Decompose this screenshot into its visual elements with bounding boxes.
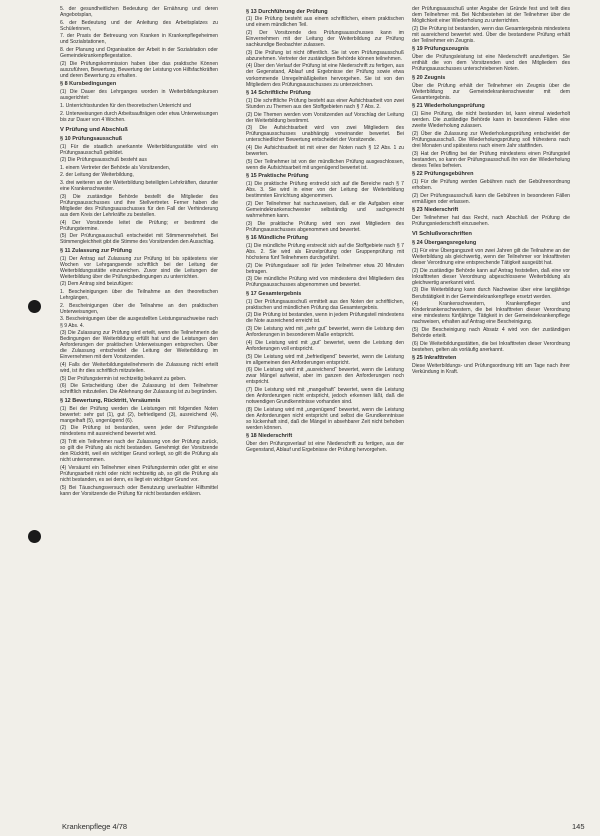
paragraph: Über die Prüfungsleistung ist eine Niederschrift anzufertigen. Sie enthält die von dem Vorsitzenden und den Mitgliedern des Prüfungsausschusses unterschriebenen Noten.: [412, 54, 570, 73]
paragraph: (5) Der Teilnehmer ist von der mündlichen Prüfung ausgeschlossen, wenn die Aufsichtsarbeit mit ungenügend bewertet ist.: [246, 158, 404, 171]
section-heading: § 8 Kursbedingungen: [60, 81, 117, 88]
section-heading: § 24 Übergangsregelung: [412, 240, 477, 247]
paragraph: 2. Bescheinigungen über die Teilnahme an den praktischen Unterweisungen,: [60, 302, 218, 315]
paragraph: (5) Die Bescheinigung nach Absatz 4 wird von der zuständigen Behörde erteilt.: [412, 326, 570, 339]
paragraph: (3) Hat der Prüfling bei der Prüfung mindestens einen Prüfungsteil bestanden, so kann der Prüfungsausschuß ihn von der Wiederholung dieses Teiles befreien.: [412, 150, 570, 169]
paragraph: (6) Die Entscheidung über die Zulassung ist dem Teilnehmer schriftlich mitzuteilen. Die Ablehnung der Zulassung ist zu begründen.: [60, 383, 218, 396]
paragraph: (4) Die Aufsichtsarbeit ist mit einer der Noten nach § 12 Abs. 1 zu bewerten.: [246, 145, 404, 158]
paragraph: 2. der Leitung der Weiterbildung,: [60, 172, 134, 179]
section-heading: § 19 Prüfungszeugnis: [412, 46, 469, 53]
paragraph: (6) Die Leistung wird mit „ausreichend“ bewertet, wenn die Leistung zwar Mängel aufweist, aber im ganzen den Anforderungen noch entspricht.: [246, 367, 404, 386]
section-heading: § 23 Niederschrift: [412, 207, 459, 214]
paragraph: 3. Bescheinigungen über die ausgestellten Leistungsnachweise nach § 9 Abs. 4.: [60, 316, 218, 329]
paragraph: der Prüfungsausschuß unter Angabe der Gründe fest und teilt dies dem Teilnehmer mit. Bei Nichtbestehen ist der Teilnehmer über die Möglichkeit einer Wiederholung zu unterrichten.: [412, 6, 570, 25]
section-heading: § 12 Bewertung, Rücktritt, Versäumnis: [60, 397, 161, 404]
paragraph: 3. drei weiteren an der Weiterbildung beteiligten Lehrkräften, darunter eine Krankenschwester.: [60, 180, 218, 193]
paragraph: (8) Die Leistung wird mit „ungenügend“ bewertet, wenn die Leistung den Anforderungen nicht entspricht und selbst die Grundkenntnisse so lückenhaft sind, daß die Mängel in absehbarer Zeit nicht behoben werden können.: [246, 406, 404, 431]
paragraph: (6) Die Weiterbildungsstätten, die bei Inkrafttreten dieser Verordnung bestehen, gelten als vorläufig anerkannt.: [412, 340, 570, 353]
paragraph: (2) Der Prüfungsausschuß kann die Gebühren in besonderen Fällen ermäßigen oder erlassen.: [412, 192, 570, 205]
paragraph: (2) Die Themen werden vom Vorsitzenden auf Vorschlag der Leitung der Weiterbildung bestimmt.: [246, 111, 404, 124]
paragraph: (1) Für die Prüfung werden Gebühren nach der Gebührenordnung erhoben.: [412, 178, 570, 191]
paragraph: (3) Die mündliche Prüfung wird von mindestens drei Mitgliedern des Prüfungsausschusses abgenommen und bewertet.: [246, 276, 404, 289]
paragraph: Über die Prüfung erhält der Teilnehmer ein Zeugnis über die Weiterbildung zur Gemeindekrankenschwester mit dem Gesamtergebnis.: [412, 82, 570, 101]
footer-journal-issue: Krankenpflege 4/78: [62, 822, 128, 831]
paragraph: (1) Bei der Prüfung werden die Leistungen mit folgenden Noten bewertet: sehr gut (1), gut (2), befriedigend (3), ausreichend (4), mangelhaft (5), ungenügend (6).: [60, 405, 218, 424]
paragraph: (2) Der Vorsitzende des Prüfungsausschusses kann im Einvernehmen mit der Leitung der Weiterbildung zur Prüfung sachkundige Beobachter zulassen.: [246, 29, 404, 49]
paragraph: (3) Die zuständige Behörde bestellt die Mitglieder des Prüfungsausschusses und ihre Stellvertreter. Ferner haben die Mitglieder des Prüfungsausschusses für den Fall der Verhinderung aus dem Kreis der Lehrkräfte zu bestellen.: [60, 193, 218, 218]
paragraph: (2) Die Prüfungsdauer soll für jeden Teilnehmer etwa 20 Minuten betragen.: [246, 262, 404, 275]
paragraph: 8. der Planung und Organisation der Arbeit in der Sozialstation oder Gemeindekrankenpflegestation.: [60, 47, 218, 60]
paragraph: (1) Der Prüfungsausschuß ermittelt aus den Noten der schriftlichen, praktischen und mündlichen Prüfung das Gesamtergebnis.: [246, 298, 404, 311]
paragraph: (3) Die praktische Prüfung wird von zwei Mitgliedern des Prüfungsausschusses abgenommen und bewertet.: [246, 220, 404, 233]
paragraph: (2) Die Prüfungskommission haben über das praktische Können auszuführen, Bewertung, Bewertung der Leistung von Hilfsfachkräften und deren Bewertung zu erhalten.: [60, 60, 218, 79]
paragraph: (2) Die Prüfung ist bestanden, wenn in jedem Prüfungsteil mindestens die Note ausreichend erreicht ist.: [246, 312, 404, 325]
section-heading: § 13 Durchführung der Prüfung: [246, 8, 328, 15]
paragraph: (4) Falls der Weiterbildungsteilnehmerin die Zulassung nicht erteilt wird, ist ihr dies schriftlich mitzuteilen.: [60, 361, 218, 375]
paragraph: (1) Die Prüfung besteht aus einem schriftlichen, einem praktischen und einem mündlichen Teil.: [246, 16, 404, 29]
paragraph: (3) Die Leistung wird mit „sehr gut“ bewertet, wenn die Leistung den Anforderungen in besonderem Maße entspricht.: [246, 326, 404, 339]
section-heading: § 22 Prüfungsgebühren: [412, 171, 474, 178]
paragraph: Der Teilnehmer hat das Recht, nach Abschluß der Prüfung die Prüfungsniederschrift einzusehen.: [412, 215, 570, 228]
paragraph: (1) Eine Prüfung, die nicht bestanden ist, kann einmal wiederholt werden. Die zuständige Behörde kann in besonderen Fällen eine zweite Wiederholung zulassen.: [412, 111, 570, 130]
paragraph: (2) Die Prüfungsausschuß besteht aus: [60, 157, 147, 164]
section-heading: § 17 Gesamtergebnis: [246, 290, 302, 297]
paragraph: (4) Der Vorsitzende leitet die Prüfung; er bestimmt die Prüfungstermine.: [60, 219, 218, 232]
paragraph: (1) Die schriftliche Prüfung besteht aus einer Aufsichtsarbeit von zwei Stunden zu Themen aus den Stoffgebieten nach § 7 Abs. 2.: [246, 97, 404, 110]
paragraph: (3) Tritt ein Teilnehmer nach der Zulassung von der Prüfung zurück, so gilt die Prüfung als nicht bestanden. Genehmigt der Vorsitzende den Rücktritt, weil ein wichtiger Grund vorliegt, so gilt die Prüfung als nicht unternommen.: [60, 439, 218, 464]
paragraph: (5) Die Leistung wird mit „befriedigend“ bewertet, wenn die Leistung im allgemeinen den Anforderungen entspricht.: [246, 353, 404, 366]
paragraph: (1) Der Antrag auf Zulassung zur Prüfung ist bis spätestens vier Wochen vor Lehrgangsende schriftlich bei der Leitung der Weiterbildungsstätte einzureichen. Zuvor sind die Leitungen der Weiterbildung über die Prüfungsbedingungen zu unterrichten.: [60, 255, 218, 280]
paragraph: (1) Für eine Übergangszeit von zwei Jahren gilt die Teilnahme an der Weiterbildung als gleichwertig, wenn der Teilnehmer vor Inkrafttreten dieser Verordnung eine entsprechende Tätigkeit ausgeübt hat.: [412, 248, 570, 267]
paragraph: (7) Die Leistung wird mit „mangelhaft“ bewertet, wenn die Leistung den Anforderungen nicht entspricht, jedoch erkennen läßt, daß die notwendigen Grundkenntnisse vorhanden sind.: [246, 386, 404, 406]
paragraph: (4) Über den Verlauf der Prüfung ist eine Niederschrift zu fertigen, aus der Gegenstand, Ablauf und Ergebnisse der Prüfung sowie etwa vorkommende Unregelmäßigkeiten hervorgehen. Sie ist von den Mitgliedern des Prüfungsausschusses zu unterzeichnen.: [246, 63, 404, 88]
text-column-middle: [246, 6, 404, 816]
paragraph: 1. Unterrichtsstunden für den theoretischen Unterricht und: [60, 102, 192, 109]
paragraph: 5. der gesundheitlichen Bedeutung der Ernährung und deren Angebotsplan,: [60, 6, 218, 19]
paragraph: (5) Bei Täuschungsversuch oder Benutzung unerlaubter Hilfsmittel kann der Vorsitzende die Prüfung für nicht bestanden erklären.: [60, 484, 218, 497]
paragraph: (4) Versäumt ein Teilnehmer einen Prüfungstermin oder gibt er eine Prüfungsarbeit nicht oder nicht rechtzeitig ab, so gilt die Prüfung als nicht bestanden, es sei denn, es liegt ein wichtiger Grund vor.: [60, 464, 218, 483]
section-heading: § 11 Zulassung zur Prüfung: [60, 247, 132, 254]
section-heading: § 20 Zeugnis: [412, 74, 446, 81]
paragraph: (3) Die Weiterbildung kann durch Nachweise über eine langjährige Berufstätigkeit in der Gemeindekrankenpflege ersetzt werden.: [412, 287, 570, 300]
paragraph: (3) Die Zulassung zur Prüfung wird erteilt, wenn die Teilnehmerin die Bedingungen der Weiterbildung erfüllt hat und die Leistungen den Anforderungen der praktischen Unterweisungen entsprechen. Über die Zulassung entscheidet die Leitung der Weiterbildung im Einvernehmen mit dem Vorsitzenden.: [60, 330, 218, 361]
section-heading: V Prüfung und Abschluß: [60, 126, 128, 133]
punch-hole-top: [28, 300, 41, 313]
paragraph: 1. einem Vertreter der Behörde als Vorsitzenden,: [60, 164, 171, 171]
section-heading: VI Schlußvorschriften: [412, 231, 472, 238]
section-heading: § 14 Schriftliche Prüfung: [246, 90, 311, 97]
paragraph: (1) Die mündliche Prüfung erstreckt sich auf die Stoffgebiete nach § 7 Abs. 2. Sie wird als Einzelprüfung oder Gruppenprüfung mit höchstens fünf Teilnehmern durchgeführt.: [246, 242, 404, 262]
paragraph: 7. der Praxis der Betreuung von Kranken in Krankenpflegeheimen und Sozialstationen,: [60, 33, 218, 46]
paragraph: 2. Unterweisungen durch Arbeitsaufträgen oder etwa Unterweisungen bis zur Dauer von 4 Wochen.: [60, 110, 218, 123]
section-heading: § 10 Prüfungsausschuß: [60, 135, 123, 142]
footer-page-number: 145: [572, 822, 585, 831]
section-heading: § 25 Inkrafttreten: [412, 355, 457, 362]
paragraph: (2) Über die Zulassung zur Wiederholungsprüfung entscheidet der Prüfungsausschuß. Die Wiederholungsprüfung soll frühestens nach drei Monaten und spätestens nach einem Jahr stattfinden.: [412, 130, 570, 149]
paragraph: (2) Dem Antrag sind beizufügen:: [60, 281, 134, 288]
paragraph: 6. der Bedeutung und der Anleitung des Arbeitsplatzes zu Schülerinnen,: [60, 19, 218, 32]
paragraph: (3) Die Prüfung ist nicht öffentlich. Sie ist vom Prüfungsausschuß abzunehmen. Vertreter der zuständigen Behörde können teilnehmen.: [246, 49, 404, 62]
paragraph: (1) Die Dauer des Lehrganges worden in Weiterbildungskursen ausgerichtet:: [60, 89, 218, 102]
text-column-right: [412, 6, 570, 816]
paragraph: (1) Für die staatlich anerkannte Weiterbildungsstätte wird ein Prüfungsausschuß gebildet.: [60, 143, 218, 156]
section-heading: § 21 Wiederholungsprüfung: [412, 103, 485, 110]
punch-hole-bottom: [28, 530, 41, 543]
paragraph: (3) Die Aufsichtsarbeit wird von zwei Mitgliedern des Prüfungsausschusses unabhängig voneinander bewertet. Bei unterschiedlicher Bewertung entscheidet der Vorsitzende.: [246, 125, 404, 144]
paragraph: (5) Der Prüfungstermin ist rechtzeitig bekannt zu geben.: [60, 375, 187, 382]
paragraph: (4) Die Leistung wird mit „gut“ bewertet, wenn die Leistung den Anforderungen voll entspricht.: [246, 339, 404, 352]
paragraph: (4) Krankenschwestern, Krankenpfleger und Kinderkrankenschwestern, die bei Inkrafttreten dieser Verordnung eine mindestens fünfjährige Tätigkeit in der Gemeindekrankenpflege nachweisen, erhalten auf Antrag eine Bescheinigung.: [412, 301, 570, 326]
paragraph: (1) Die praktische Prüfung erstreckt sich auf die Bereiche nach § 7 Abs. 3. Sie wird in einer von der Leitung der Weiterbildung bestimmten Einrichtung abgenommen.: [246, 181, 404, 200]
text-column-left: [60, 6, 218, 816]
section-heading: § 16 Mündliche Prüfung: [246, 235, 309, 242]
paragraph: (2) Der Teilnehmer hat nachzuweisen, daß er die Aufgaben einer Gemeindekrankenschwester selbständig und sachgerecht wahrnehmen kann.: [246, 200, 404, 219]
paragraph: (2) Die zuständige Behörde kann auf Antrag feststellen, daß eine vor Inkrafttreten dieser Verordnung abgeschlossene Weiterbildung als gleichwertig anerkannt wird.: [412, 267, 570, 286]
paragraph: (2) Die Prüfung ist bestanden, wenn jeder der Prüfungsteile mindestens mit ausreichend bewertet wird.: [60, 425, 218, 438]
paragraph: (2) Die Prüfung ist bestanden, wenn das Gesamtergebnis mindestens mit ausreichend bewertet wird. Über die bestandene Prüfung erhält der Teilnehmer ein Zeugnis.: [412, 25, 570, 44]
section-heading: § 15 Praktische Prüfung: [246, 173, 309, 180]
paragraph: Über den Prüfungsverlauf ist eine Niederschrift zu fertigen, aus der Gegenstand, Ablauf und Ergebnisse der Prüfung hervorgehen.: [246, 441, 404, 454]
paragraph: Diese Weiterbildungs- und Prüfungsordnung tritt am Tage nach ihrer Verkündung in Kraft.: [412, 363, 570, 376]
paragraph: (5) Der Prüfungsausschuß entscheidet mit Stimmenmehrheit. Bei Stimmengleichheit gibt die Stimme des Vorsitzenden den Ausschlag.: [60, 233, 218, 246]
section-heading: § 18 Niederschrift: [246, 433, 293, 440]
paragraph: 1. Bescheinigungen über die Teilnahme an den theoretischen Lehrgängen,: [60, 289, 218, 302]
